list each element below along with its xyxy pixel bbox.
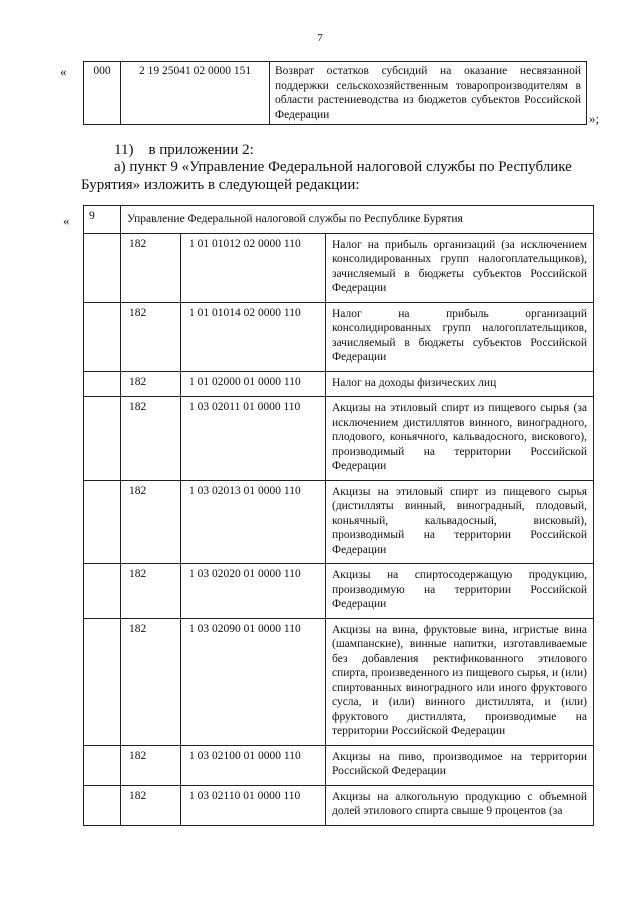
table-row — [84, 371, 594, 397]
description-cell: Акцизы на этиловый спирт из пищевого сырья (за исключением дистиллятов винного, виноградного, плодового, коньячного, кальвадосного, вискового), производимый на территории Российской Федерации — [326, 397, 594, 481]
table-row — [84, 302, 594, 371]
description-cell: Налог на прибыль организаций (за исключением консолидированных групп налогоплательщиков), зачисляемый в бюджеты субъектов Российской Федерации — [326, 233, 594, 302]
description-cell: Акцизы на спиртосодержащую продукцию, производимую на территории Российской Федерации — [326, 564, 594, 619]
kbk-code-cell: 1 03 02013 01 0000 110 — [181, 480, 326, 564]
table-row — [84, 480, 594, 564]
admin-code-cell: 182 — [121, 745, 181, 785]
admin-code-cell: 182 — [121, 618, 181, 745]
admin-code-cell: 000 — [84, 62, 121, 125]
item-a-text-line1: а) пункт 9 «Управление Федеральной налоговой службы по Республике — [114, 159, 572, 175]
admin-code-cell: 182 — [121, 302, 181, 371]
kbk-code-cell: 1 01 01012 02 0000 110 — [181, 233, 326, 302]
table-row — [84, 785, 594, 825]
description-cell: Возврат остатков субсидий на оказание несвязанной поддержки сельскохозяйственным товаропроизводителям в области растениеводства из бюджетов субъектов Российской Федерации — [270, 62, 587, 125]
kbk-code-cell: 1 03 02110 01 0000 110 — [181, 785, 326, 825]
kbk-code-cell: 1 03 02011 01 0000 110 — [181, 397, 326, 481]
admin-code-cell: 182 — [121, 397, 181, 481]
description-cell: Налог на доходы физических лиц — [326, 371, 594, 397]
admin-code-cell: 182 — [121, 480, 181, 564]
kbk-code-cell: 1 01 02000 01 0000 110 — [181, 371, 326, 397]
description-cell: Акцизы на пиво, производимое на территории Российской Федерации — [326, 745, 594, 785]
table-row — [84, 233, 594, 302]
opening-quote: « — [60, 64, 67, 79]
kbk-code-cell: 1 03 02020 01 0000 110 — [181, 564, 326, 619]
description-cell: Акцизы на вина, фруктовые вина, игристые вина (шампанские), винные напитки, изготавливаемые без добавления ректификованного этилового спирта, произведенного из пищевого сырья, и (или) спиртованных виноградного или иного фруктового сусла, и (или) винного дистиллята, и (или) фруктового дистиллята, производимые на территории Российской Федерации — [326, 618, 594, 745]
item-11-text: 11) в приложении 2: — [114, 142, 254, 158]
description-cell: Налог на прибыль организаций консолидированных групп налогоплательщиков, зачисляемый в бюджеты субъектов Российской Федерации — [326, 302, 594, 371]
section-title-cell: Управление Федеральной налоговой службы по Республике Бурятия — [121, 206, 594, 234]
page-number: 7 — [317, 32, 323, 44]
admin-code-cell: 182 — [121, 233, 181, 302]
table-row — [84, 397, 594, 481]
opening-quote: « — [63, 213, 70, 228]
admin-code-cell: 182 — [121, 564, 181, 619]
description-cell: Акцизы на алкогольную продукцию с объемной долей этилового спирта свыше 9 процентов (за — [326, 785, 594, 825]
table-row — [84, 564, 594, 619]
item-a-text-line2: Бурятия» изложить в следующей редакции: — [81, 177, 360, 193]
continuation-table — [83, 61, 587, 125]
table-header-row — [84, 206, 594, 234]
kbk-code-cell: 1 01 01014 02 0000 110 — [181, 302, 326, 371]
tax-service-table — [83, 205, 594, 826]
kbk-code-cell: 2 19 25041 02 0000 151 — [121, 62, 270, 125]
closing-quote: »; — [589, 111, 600, 126]
table-row — [84, 618, 594, 745]
admin-code-cell: 182 — [121, 371, 181, 397]
table-row — [84, 745, 594, 785]
kbk-code-cell: 1 03 02100 01 0000 110 — [181, 745, 326, 785]
section-number-cell: 9 — [84, 206, 121, 234]
table-row — [84, 62, 587, 125]
kbk-code-cell: 1 03 02090 01 0000 110 — [181, 618, 326, 745]
admin-code-cell: 182 — [121, 785, 181, 825]
description-cell: Акцизы на этиловый спирт из пищевого сырья (дистилляты винный, виноградный, плодовый, коньячный, кальвадосный, висковый), производимый на территории Российской Федерации — [326, 480, 594, 564]
